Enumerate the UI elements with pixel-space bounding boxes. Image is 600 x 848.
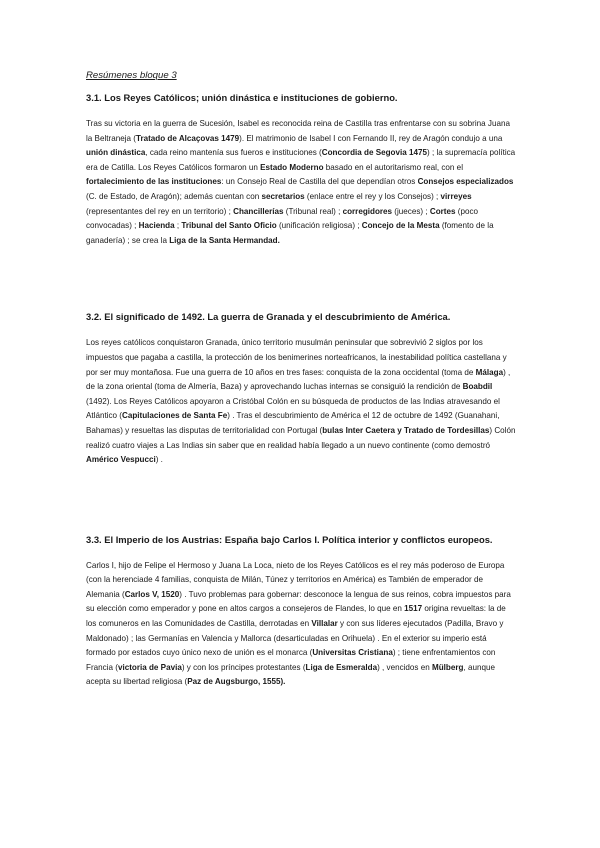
text-run: (Tribunal real) ; xyxy=(283,206,343,216)
text-run: , aunque acepta su libertad religiosa ( xyxy=(86,662,495,687)
text-run: , cada reino mantenía sus fueros e instituciones ( xyxy=(145,148,322,158)
section-austrias xyxy=(86,533,516,690)
bold-term: Chancillerías xyxy=(233,206,284,216)
text-run: ; xyxy=(174,221,182,231)
bold-term: Américo Vespucci xyxy=(86,455,156,465)
bold-term: Paz de Augsburgo, 1555). xyxy=(187,677,286,687)
section-heading: 3.1. Los Reyes Católicos; unión dinástica e instituciones de gobierno. xyxy=(86,92,398,103)
text-run: ) . Tuvo problemas para gobernar: desconoce la lengua de sus reinos, cobra impuestos para su elección como emperador y pone en altos cargos a consejeros de Flandes, lo que en xyxy=(86,589,511,614)
document-title: Resúmenes bloque 3 xyxy=(86,70,177,81)
text-run: (C. de Estado, de Aragón); además cuentan con xyxy=(86,191,262,201)
text-run: origina revueltas: la de los comuneros en las Comunidades de Castilla, derrotadas en xyxy=(86,604,506,629)
bold-term: Málaga xyxy=(475,367,504,377)
section-1492 xyxy=(86,310,516,467)
text-run: ) ; tiene enfrentamientos con Francia ( xyxy=(86,648,496,672)
bold-term: bulas Inter Caetera y Tratado de Tordesillas xyxy=(322,425,490,435)
text-run: (poco convocadas) ; xyxy=(86,206,478,231)
section-heading: 3.2. El significado de 1492. La guerra de Granada y el descubrimiento de América. xyxy=(86,311,451,323)
bold-term: victoria de Pavia xyxy=(117,662,182,672)
text-run: (unificación religiosa) ; xyxy=(276,221,362,231)
text-run: ). El matrimonio de Isabel I con Fernando II, rey de Aragón condujo a una xyxy=(239,133,503,143)
bold-term: fortalecimiento de las instituciones xyxy=(86,177,222,187)
section-reyes-catolicos xyxy=(86,91,516,248)
bold-term: Consejos especializados xyxy=(417,177,514,187)
bold-term: Carlos V, 1520 xyxy=(124,589,180,599)
section-body xyxy=(86,336,516,467)
bold-term: 1517 xyxy=(404,604,423,614)
text-run: y con sus líderes ejecutados (Padilla, Bravo y Maldonado) ; las Germanías en Valencia y Mallorca (desarticuladas en Orihuela) . En el exterior su imperio está formado por estados cuyo único nexo de unión es el monarca ( xyxy=(86,619,504,658)
bold-term: corregidores xyxy=(342,206,393,216)
bold-term: Capitulaciones de Santa Fe xyxy=(122,411,228,421)
text-run: ) . xyxy=(155,455,163,465)
text-run: ) . Tras el descubrimiento de América el 12 de octubre de 1492 (Guanahani, Bahamas) y resueltas las disputas de territorialidad con Portugal ( xyxy=(86,411,500,435)
bold-term: virreyes xyxy=(440,191,472,201)
bold-term: Concejo de la Mesta xyxy=(361,221,440,231)
text-run: ) Colón realizó cuatro viajes a Las Indias sin saber que en realidad había llegado a un nuevo continente (como demostró xyxy=(86,425,516,450)
text-run: : un Consejo Real de Castilla del que dependían otros xyxy=(221,177,418,187)
section-heading: 3.3. El Imperio de los Austrias: España bajo Carlos I. Política interior y conflictos europeos. xyxy=(86,533,493,545)
bold-term: Mülberg xyxy=(431,662,464,672)
text-run: ) ; la supremacía política era de Catilla. Los Reyes Católicos formaron un xyxy=(86,148,516,172)
bold-term: Boabdil xyxy=(462,382,493,392)
section-body xyxy=(86,117,516,248)
section-body xyxy=(86,559,516,690)
bold-term: Cortes xyxy=(429,206,456,216)
bold-term: unión dinástica xyxy=(86,148,146,158)
document-page xyxy=(86,70,516,690)
bold-term: Tratado de Alcaçovas 1479 xyxy=(135,133,240,143)
text-run: ) , de la zona oriental (toma de Almería, Baza) y aprovechando luchas internas se consiguió la rendición de xyxy=(86,367,511,392)
text-run: (fomento de la ganadería) ; se crea la xyxy=(86,221,494,245)
bold-term: secretarios xyxy=(261,191,305,201)
bold-term: Tribunal del Santo Oficio xyxy=(181,221,277,231)
bold-term: Liga de la Santa Hermandad. xyxy=(169,235,280,245)
text-run: (representantes del rey en un territorio) ; xyxy=(86,206,234,216)
bold-term: Villalar xyxy=(311,619,338,629)
bold-term: Hacienda xyxy=(138,221,175,231)
bold-term: Estado Moderno xyxy=(260,162,324,172)
text-run: Los reyes católicos conquistaron Granada, único territorio musulmán peninsular que sobrevivió 2 siglos por los impuestos que pagaba a castilla, la protección de los benimerines norteafricanos, la inestabilidad política castellana y por ser muy montañosa. Fue una guerra de 10 años en tres fases: conquista de la zona occidental (toma de xyxy=(86,338,507,377)
bold-term: Liga de Esmeralda xyxy=(305,662,378,672)
text-run: (enlace entre el rey y los Consejos) ; xyxy=(304,191,441,201)
text-run: Carlos I, hijo de Felipe el Hermoso y Juana La Loca, nieto de los Reyes Católicos es el rey más poderoso de Europa (con la herenciade 4 familias, conquista de Milán, Túnez y territorios en América) es También de emperador de Alemania ( xyxy=(86,560,505,599)
bold-term: Universitas Cristiana xyxy=(312,648,393,658)
text-run: ) y con los príncipes protestantes ( xyxy=(181,662,306,672)
text-run: Tras su victoria en la guerra de Sucesión, Isabel es reconocida reina de Castilla tras enfrentarse con su sobrina Juana la Beltraneja ( xyxy=(86,119,510,143)
text-run: basado en el autoritarismo real, con el xyxy=(323,162,463,172)
bold-term: Concordia de Segovia 1475 xyxy=(321,148,427,158)
text-run: (jueces) ; xyxy=(392,206,430,216)
text-run: (1492). Los Reyes Católicos apoyaron a Cristóbal Colón en su búsqueda de productos de las Indias atravesando el Atlántico ( xyxy=(86,396,500,421)
text-run: ) , vencidos en xyxy=(377,662,432,672)
